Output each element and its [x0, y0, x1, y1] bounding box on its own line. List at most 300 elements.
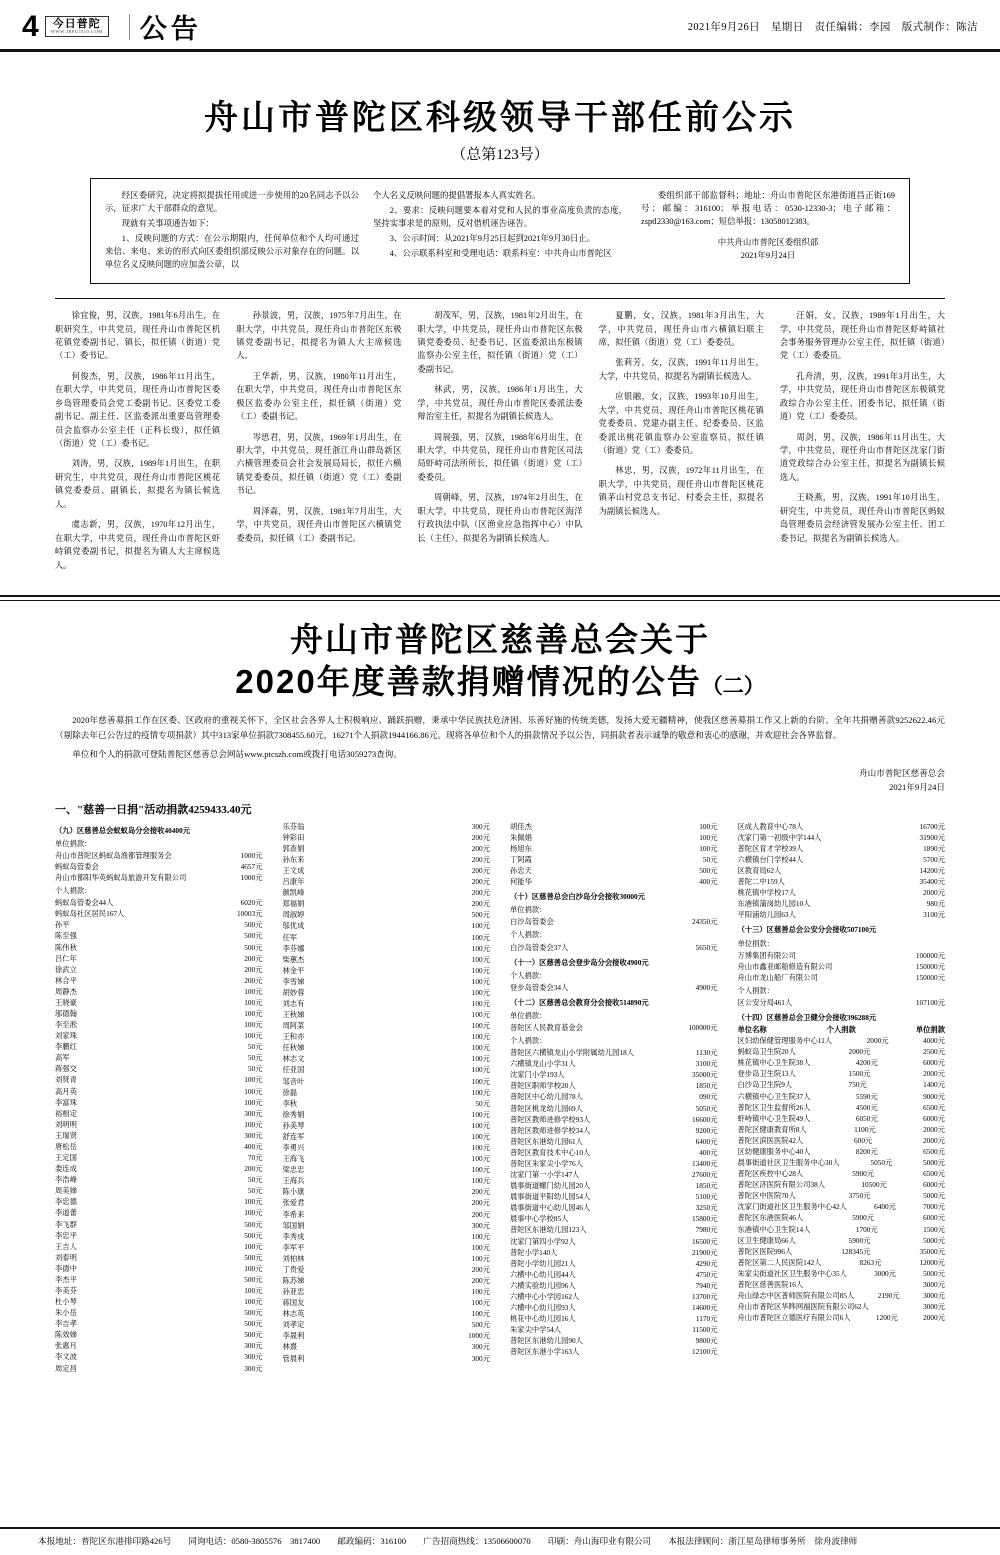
donation-amount: 100元: [471, 1287, 490, 1297]
donor-name: 孙忠天: [510, 866, 532, 876]
donation-amount-unit: 7000元: [923, 1202, 945, 1212]
donation-row: [283, 1164, 491, 1175]
donor-name: 李秀成: [282, 1231, 305, 1241]
donor-name: 舟山市普陀区蚂蚁岛渔都管理服务会: [55, 850, 172, 860]
donation-amount: 1890元: [923, 843, 945, 853]
donation-amount-unit: 35000元: [919, 1246, 945, 1256]
donor-name: 李富珠: [55, 1097, 77, 1107]
donor-name: 高月英: [55, 1086, 77, 1096]
charity-signature-date: 2021年9月24日: [889, 782, 945, 793]
donation-amount: 1000元: [468, 1331, 490, 1341]
notice-signature: [641, 236, 895, 263]
donor-name: 管晨利: [282, 1353, 305, 1363]
bio-entry: 周剑，男，汉族，1986年11月出生，大学，中共党员，现任舟山市普陀区沈家门街道党政综合办公室主任，拟提名为副镇长候选人。: [779, 432, 946, 482]
donation-amount: 4657元: [240, 862, 263, 871]
donor-name: 吕仁年: [55, 953, 77, 963]
donation-amount: 10003元: [236, 909, 263, 919]
donation-amount-unit: 6000元: [923, 1058, 945, 1068]
donor-name: 普陀区教育技术中心10人: [510, 1147, 591, 1157]
charity-headline-line1: 舟山市普陀区慈善总会关于: [290, 620, 710, 658]
donation-row: [283, 832, 491, 843]
page-footer: [0, 1527, 1000, 1555]
donation-row: [738, 1190, 946, 1201]
donation-row: [738, 909, 946, 920]
donation-row: [55, 897, 263, 908]
donation-row: [55, 1230, 263, 1241]
donation-row: [738, 950, 946, 961]
donation-row: [510, 1247, 718, 1258]
donor-name: 王海飞: [282, 1154, 305, 1164]
donation-amount: 200元: [471, 1264, 490, 1274]
donation-amount: 100元: [471, 1076, 490, 1086]
donor-name: 普陀区东港小学163人: [510, 1347, 580, 1357]
donation-amount: 7980元: [695, 1225, 718, 1235]
donation-amount-unit: 5000元: [923, 1268, 945, 1278]
donor-name: 沈家门第一初级中学144人: [737, 832, 822, 842]
donation-row: [738, 1102, 946, 1113]
donation-amount: 300元: [244, 1352, 263, 1362]
donor-name: 沈家门第一小学147人: [510, 1170, 580, 1180]
donation-amount: 100元: [471, 1253, 490, 1263]
donation-row: [738, 1146, 946, 1157]
donor-name: 蒋国友: [282, 1298, 305, 1308]
donation-amount-personal: 6050元: [855, 1113, 878, 1123]
donation-row: [283, 1031, 491, 1042]
donor-name: 舟山市鑫亚邮船修造有限公司: [737, 961, 833, 971]
donation-row: [738, 1057, 946, 1068]
donation-amount: 100元: [244, 1031, 263, 1041]
donation-row: [55, 1219, 263, 1230]
donation-amount: 100元: [244, 1285, 263, 1295]
donor-name: 李浩峰: [55, 1175, 77, 1185]
donation-subheading: 个人捐款：: [737, 985, 774, 995]
donation-row: [738, 887, 946, 898]
donation-row: [738, 832, 946, 843]
donation-amount: 400元: [699, 1147, 718, 1157]
donor-name: 任秋娣: [282, 1043, 305, 1053]
donor-name: 周阿菜: [282, 1021, 305, 1031]
donor-name: 六横实验幼儿园96人: [510, 1280, 576, 1290]
donation-row: [738, 1179, 946, 1190]
donation-amount: 500元: [244, 942, 263, 952]
donation-amount: 100元: [244, 1009, 263, 1019]
notice-column-3: [641, 189, 895, 273]
donation-column: [55, 821, 263, 1374]
donor-name: 徐磊: [282, 1087, 298, 1097]
donor-name: 邬优成: [282, 921, 305, 931]
donation-amount: 50元: [247, 1175, 263, 1185]
donor-name: 舟山市普陀区华晔网福医院有限公司62人: [737, 1302, 869, 1312]
bio-entry: 周展强，男，汉族，1988年6月出生，在职大学，中共党员，现任舟山市普陀区司法局虾峙司法所所长，拟任镇（街道）党（工）委委员。: [417, 432, 583, 482]
donation-row: [738, 1212, 946, 1223]
article-divider: [0, 595, 1000, 601]
donor-name: 区成人教育中心78人: [737, 821, 804, 831]
donation-amount: 16600元: [691, 1114, 718, 1124]
donation-subheading: 单位捐款：: [510, 1010, 547, 1020]
donation-amount-personal: 5590元: [855, 1091, 878, 1101]
donor-name: 李希来: [282, 1209, 305, 1219]
donation-row: [283, 1220, 491, 1231]
donor-name: 李吉孝: [55, 1319, 77, 1329]
donation-row: [283, 1020, 491, 1031]
donation-amount: 500元: [244, 1308, 263, 1318]
donor-name: 李至淞: [55, 1020, 77, 1030]
donor-name: 徐武立: [55, 964, 77, 974]
donor-name: 杜小琴: [55, 1297, 77, 1307]
donation-amount-personal: 750元: [848, 1080, 867, 1090]
donation-amount: 200元: [244, 964, 263, 974]
donation-amount: 100元: [471, 1309, 490, 1319]
donation-amount-personal: 4500元: [855, 1102, 878, 1112]
donor-name: 六横中心幼儿园44人: [510, 1269, 576, 1279]
donation-row: [283, 887, 491, 898]
donation-subheading: 个人捐款：: [510, 970, 547, 980]
donation-row: [738, 972, 946, 983]
donor-name: 朱小岳: [55, 1308, 77, 1318]
donation-amount: 100元: [471, 1043, 490, 1053]
footer-info: 本报地址：普陀区东港排印路426号 同询电话：0580-3805576 3817400 邮政编码：316100 广告招商热线：13506600070 印刷：舟山海印业有限公司 本报法律顾问：浙江星岛律师事务所 徐舟波律师: [38, 1536, 858, 1546]
donation-amount: 1850元: [695, 1181, 718, 1191]
donation-amount: 300元: [244, 1130, 263, 1140]
donation-row: [283, 1131, 491, 1142]
donation-row: [55, 1351, 263, 1362]
donation-row: [738, 1224, 946, 1235]
donation-row: [738, 843, 946, 854]
donation-amount: 50元: [247, 1064, 263, 1074]
donation-row: [55, 1263, 263, 1274]
donor-name: 晨事街道平阳幼儿园54人: [510, 1192, 591, 1202]
donation-row: [55, 1130, 263, 1141]
donation-row: [55, 1274, 263, 1285]
donor-name: 高军: [55, 1053, 70, 1063]
donation-row: [55, 1340, 263, 1351]
donor-name: 李忠平: [55, 1230, 77, 1240]
donation-row: [55, 908, 263, 919]
donor-name: 陈伟秋: [55, 942, 77, 952]
donor-name: 孙美琴: [282, 1120, 305, 1130]
donation-amount: 100元: [471, 932, 490, 942]
donor-name: 登步岛管委会34人: [510, 982, 569, 992]
donor-name: 六横中心幼儿园93人: [510, 1302, 576, 1312]
article-subtitle: （总第123号）: [451, 147, 549, 163]
donor-name: 林熹: [282, 1342, 298, 1352]
donor-name: 李芬娜: [282, 943, 305, 953]
masthead: [0, 0, 1000, 52]
donation-amount: 50元: [475, 1098, 490, 1108]
donation-row: [283, 1009, 491, 1020]
donor-name: 普陀区东港幼儿园123人: [510, 1225, 587, 1235]
bio-column-1: [55, 309, 220, 579]
donation-row: [283, 1253, 491, 1264]
donor-name: 周定昌: [55, 1363, 77, 1373]
donation-group-heading: （十一）区慈善总会登步岛分会接收4900元: [510, 957, 649, 967]
bio-entry: 岑思君，男，汉族，1969年1月出生，在职大学，中共党员，现任浙江舟山群岛新区六横管理委员会社会发展局局长，拟任六横镇党委委员，拟任镇（街道）党（工）委副书记。: [236, 432, 402, 496]
donation-amount: 16700元: [919, 821, 945, 831]
charity-headline: [55, 619, 945, 703]
donor-name: 舟山市龙山船厂有限公司: [737, 972, 818, 982]
donation-row: [738, 1135, 946, 1146]
donation-row: [510, 1258, 718, 1269]
donation-row: [510, 1324, 718, 1335]
bio-column-5: [780, 309, 945, 579]
page-number: 4: [22, 9, 39, 43]
donation-amount: 100元: [699, 843, 718, 853]
donation-amount: 100元: [471, 1165, 490, 1175]
donor-name: 白沙岛管委会: [510, 917, 554, 927]
donor-name: 梁忠忠: [282, 1165, 305, 1175]
donor-name: 普陀区职师学校20人: [510, 1081, 576, 1091]
donation-amount-unit: 5000元: [923, 1191, 945, 1201]
donation-row: [738, 854, 946, 865]
donor-name: 桃花中心幼儿园16人: [510, 1314, 576, 1324]
donation-row: [283, 1242, 491, 1253]
donation-row: [510, 1213, 718, 1224]
donation-row: [283, 1098, 491, 1109]
donation-row: [738, 1290, 946, 1301]
donation-row: [55, 1174, 263, 1185]
donor-name: 普陀区桃龙幼儿园69人: [510, 1103, 583, 1113]
donation-row: [283, 898, 491, 909]
donation-amount: 100元: [471, 965, 490, 975]
donor-name: 徐秀娟: [282, 1109, 305, 1119]
donation-amount: 1170元: [695, 1314, 718, 1324]
donation-row: [510, 1191, 718, 1202]
donation-amount: 100元: [471, 1087, 490, 1097]
donation-row: [55, 1207, 263, 1218]
donation-amount: 300元: [244, 1341, 263, 1351]
donation-amount-unit: 2000元: [923, 1135, 945, 1145]
donor-name: 普陀区东港幼儿园90人: [510, 1336, 583, 1346]
donation-amount: 6400元: [695, 1136, 718, 1146]
donation-amount: 9200元: [695, 1125, 718, 1135]
donation-row: [283, 1308, 491, 1319]
donation-row: [283, 1275, 491, 1286]
donation-row: [738, 865, 946, 876]
donation-amount: 100元: [471, 1065, 490, 1075]
donor-name: 普陀区济医院有限公司38人: [737, 1180, 826, 1190]
bio-entry: 汪娟，女，汉族，1989年1月出生，大学，中共党员，现任舟山市普陀区虾峙镇社会事务服务管理办公室主任，拟任镇（街道）党（工）委委员。: [779, 311, 946, 361]
donation-row: [510, 1180, 718, 1191]
donation-row: [510, 1335, 718, 1346]
donation-amount-unit: 2000元: [923, 1069, 945, 1079]
donor-name: 李秋: [282, 1098, 298, 1108]
donation-row: [738, 1312, 946, 1323]
donation-amount: 100元: [471, 1176, 490, 1186]
donation-amount: 100元: [699, 832, 718, 842]
donation-row: [283, 1186, 491, 1197]
donor-name: 李鹏红: [55, 1042, 77, 1052]
donor-name: 张惠月: [55, 1341, 77, 1351]
donation-amount: 100元: [244, 1297, 263, 1307]
donation-amount: 100元: [244, 1119, 263, 1129]
donor-name: 普陀区教师进修学校93人: [510, 1114, 591, 1124]
donation-amount-personal: 10500元: [861, 1180, 887, 1190]
donation-amount: 200元: [471, 1187, 490, 1197]
masthead-divider: [129, 14, 130, 40]
donation-amount: 090元: [699, 1092, 718, 1102]
donation-row: [55, 1119, 263, 1130]
donation-row: [283, 1064, 491, 1075]
donor-name: 登步岛卫生院13人: [737, 1069, 796, 1079]
notice-paragraph: 现就有关事项通告如下：: [121, 219, 214, 229]
donation-row: [738, 1235, 946, 1246]
donation-row: [510, 982, 718, 993]
bio-entry: 王华新，男，汉族，1980年11月出生，在职大学，中共党员，现任舟山市普陀区东极区监委办公室主任，拟任镇（街道）党（工）委副书记。: [236, 371, 402, 422]
donation-amount: 50元: [702, 855, 718, 864]
donor-name: 裕相定: [55, 1108, 77, 1118]
donation-amount-unit: 3000元: [923, 1302, 945, 1312]
donation-row: [738, 1257, 946, 1268]
donor-name: 娄连成: [55, 1164, 77, 1174]
donation-row: [55, 1196, 263, 1207]
donation-row: [738, 1157, 946, 1168]
donation-row: [510, 821, 718, 832]
donation-amount: 13400元: [691, 1158, 718, 1168]
donor-name: 吕康年: [282, 877, 305, 887]
donation-amount-unit: 6500元: [923, 1102, 945, 1112]
donation-row: [55, 1185, 263, 1196]
donation-amount: 100元: [471, 1131, 490, 1141]
donation-amount: 100元: [471, 954, 490, 964]
donation-column: [738, 821, 946, 1374]
donation-row: [55, 930, 263, 941]
donation-amount-personal: 5050元: [870, 1158, 893, 1168]
donation-row: [55, 1363, 263, 1374]
donor-name: 普陀区疾控中心28人: [737, 1169, 804, 1179]
donation-row: [510, 916, 718, 927]
donation-amount-personal: 8263元: [859, 1257, 882, 1267]
donation-amount: 3250元: [695, 1203, 718, 1213]
donor-name: 周美娣: [55, 1186, 77, 1196]
donation-amount-unit: 6500元: [923, 1169, 945, 1179]
donation-column-header: 个人捐款: [826, 1025, 856, 1035]
donation-row: [283, 1286, 491, 1297]
donor-name: 李军平: [282, 1242, 305, 1252]
donation-row: [510, 876, 718, 887]
charity-headline-suffix: （二）: [701, 675, 765, 699]
notice-paragraph: 3、公示时间：从2021年9月25日起到2021年9月30日止。: [389, 234, 595, 244]
donor-name: 李德中: [55, 1263, 77, 1273]
donation-column: [510, 821, 718, 1374]
donation-row: [55, 1307, 263, 1318]
donation-row: [283, 1053, 491, 1064]
donation-amount: 500元: [244, 1230, 263, 1240]
donor-name: 王海兵: [282, 1176, 305, 1186]
donation-amount: 200元: [244, 953, 263, 963]
donation-row: [283, 932, 491, 943]
donation-row: [283, 1341, 491, 1352]
donation-amount: 100元: [471, 1021, 490, 1031]
donor-name: 白沙岛管委会37人: [510, 942, 569, 952]
donor-name: 丁贵爱: [282, 1264, 305, 1274]
donor-name: 胡妙蓉: [282, 987, 305, 997]
donor-name: 乐芬翁: [282, 821, 305, 831]
donation-amount: 5100元: [695, 1192, 718, 1202]
donation-amount: 100元: [471, 1054, 490, 1064]
page-title: 舟山市普陀区科级领导干部任前公示: [204, 99, 796, 137]
donor-name: 区教育局62人: [737, 866, 782, 876]
donation-amount-unit: 3000元: [923, 1290, 945, 1300]
donation-amount-personal: 2190元: [877, 1290, 900, 1300]
donation-row: [55, 1152, 263, 1163]
donation-amount: 70元: [247, 1153, 263, 1163]
donor-name: 东港镇蒲岗幼儿园10人: [737, 899, 811, 909]
signature-org: 中共舟山市普陀区委组织部: [717, 238, 819, 248]
donation-amount: 100元: [471, 921, 490, 931]
donor-name: 刘柏林: [282, 1253, 305, 1263]
donor-name: 孙平: [55, 920, 70, 930]
donation-amount-unit: 4000元: [923, 1036, 945, 1046]
donation-amount: 980元: [926, 899, 945, 909]
donor-name: 邹国娟: [282, 1220, 305, 1230]
donation-row: [55, 850, 263, 861]
donor-name: 陈至强: [55, 931, 77, 941]
donation-row: [283, 1330, 491, 1341]
donation-row: [738, 1279, 946, 1290]
donation-row: [283, 843, 491, 854]
donation-amount: 50元: [247, 1053, 263, 1063]
donation-row: [510, 843, 718, 854]
donation-amount-unit: 6000元: [923, 1180, 945, 1190]
donation-row: [283, 876, 491, 887]
notice-paragraph: 委组织部干部监督科；地址：舟山市普陀区东港街道昌正街169号；邮编：316100；举报电话：0530-12330-3；电子邮箱：zsptl2330@163.com；短信举报：13058012383。: [641, 191, 895, 227]
donation-row: [283, 865, 491, 876]
donor-name: 唐松岳: [55, 1141, 77, 1151]
donation-amount: 300元: [244, 1108, 263, 1118]
bio-column-4: [599, 309, 764, 579]
donor-name: 普陀区第二人民医院142人: [737, 1257, 822, 1267]
donation-row: [738, 1268, 946, 1279]
donation-row: [283, 1142, 491, 1153]
donor-name: 刘志有: [282, 999, 305, 1009]
donor-name: 舒连军: [282, 1131, 305, 1141]
donation-amount: 14200元: [919, 866, 945, 876]
notice-paragraph: 个人名义反映问题的提倡署报本人真实姓名。: [373, 191, 541, 200]
notice-paragraph: 4、公示联系科室和受理电话：联系科室：中共舟山市普陀区: [389, 249, 612, 259]
donation-group-heading: （九）区慈善总会蚁蚁岛分会接收40400元: [55, 825, 190, 835]
donation-amount: 27600元: [691, 1170, 718, 1180]
donation-row: [55, 919, 263, 930]
donation-amount: 100000元: [688, 1023, 718, 1033]
donation-amount: 150000元: [915, 972, 945, 982]
donation-row: [510, 1291, 718, 1302]
donation-amount: 1000元: [240, 850, 263, 860]
logo-url: WWW.JRPUTUO.COM: [50, 29, 103, 35]
donation-amount: 400元: [699, 877, 718, 887]
donor-name: 颜凯峰: [282, 888, 305, 898]
donation-amount-personal: 8200元: [855, 1146, 878, 1156]
donation-row: [283, 854, 491, 865]
donation-row: [283, 954, 491, 965]
donation-amount: 200元: [471, 1198, 490, 1208]
donor-name: 区妇幼保健管理服务中心11人: [737, 1036, 833, 1046]
charity-lead2: 单位和个人的捐款可登陆普陀区慈善总会网站www.ptcszh.com或拨打电话3059273查询。: [72, 748, 402, 759]
donation-amount: 11500元: [692, 1325, 718, 1335]
notice-paragraph: 2、要求：反映问题要本着对党和人民的事业高度负责的态度，坚持实事求是的原则，反对借机诬告诬告。: [373, 206, 627, 229]
donor-name: 普陀区医院996人: [737, 1246, 793, 1256]
donor-name: 舟山绿志中区普师医院有限公司85人: [737, 1290, 855, 1300]
donation-row: [55, 1008, 263, 1019]
donation-row: [738, 997, 946, 1008]
donation-row: [510, 1080, 718, 1091]
donor-name: 王定国: [55, 1153, 77, 1163]
donation-amount: 100元: [244, 1263, 263, 1273]
donation-amount-personal: 3000元: [874, 1268, 896, 1278]
bio-column-3: [417, 309, 582, 579]
donor-name: 区公安分局461人: [737, 997, 793, 1007]
donation-row: [510, 1269, 718, 1280]
donation-amount: 500元: [471, 1320, 490, 1330]
